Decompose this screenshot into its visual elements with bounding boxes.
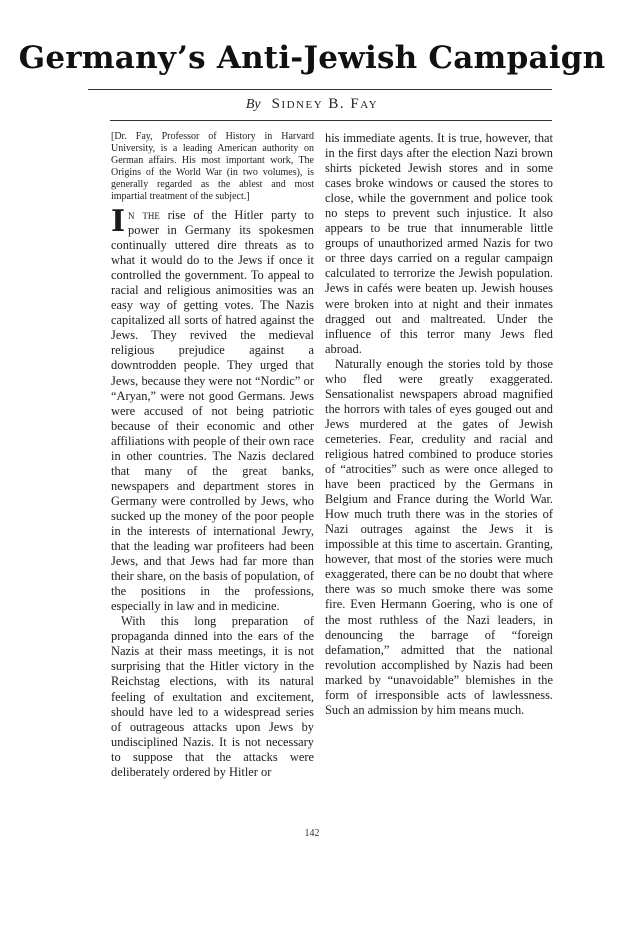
editor-note: [Dr. Fay, Professor of History in Harvard University, is a leading American authority on German affairs. His most important work, The Origins of the World War (in two volumes), is generally regarded as the ablest and most impartial treatment of the subject.] <box>111 131 314 202</box>
author-name: Sidney B. Fay <box>271 96 379 112</box>
opening-text: rise of the Hitler party to power in Germany its spokesmen continually uttered dire threats as to what it would do to the Jews if once it controlled the government. To appeal to racial and religious animosities was an easy way of getting votes. The Nazis capitalized all sorts of hatred against the Jews. They revived the medieval religious prejudice against a downtrodden people. They urged that Jews, because they were not “Nordic” or “Aryan,” were not good Germans. Jews were accused of not being patriotic because of their economic and other affiliations with people of their own race in other countries. The Nazis declared that many of the great banks, newspapers and department stores in Germany were controlled by Jews, who sucked up the money of the poor people in the interests of international Jewry, that the leading war profiteers had been Jews, and that Jews had far more than their share, on the basis of population, of the positions in the professions, especially in law and in medicine. <box>111 208 314 614</box>
paragraph-opening <box>111 204 314 614</box>
byline <box>0 96 624 113</box>
page-number: 142 <box>304 828 320 839</box>
paragraph-2: With this long preparation of propaganda dinned into the ears of the Nazis at their mass meetings, it is not surprising that the Hitler victory in the Reichstag elections, with its natural feeling of exultation and excitement, should have led to a widespread series of outrageous attacks upon Jews by undisciplined Nazis. It is not necessary to suppose that the attacks were deliberately ordered by Hitler or <box>111 614 314 779</box>
paragraph-3: Naturally enough the stories told by those who fled were greatly exaggerated. Sensationalist newspapers abroad magnified the horrors with tales of eyes gouged out and Jews murdered at the gates of Jewish cemeteries. Fear, credulity and racial and religious hatred combined to produce stories of “atrocities” such as were once alleged to have been practiced by the Germans in Belgium and France during the World War. How much truth there was in the stories of Nazi outrages against the Jews it is impossible at this time to ascertain. Granting, however, that most of the stories were much exaggerated, there can be no doubt that where there was so much smoke there was some fire. Even Hermann Goering, who is one of the most ruthless of the Nazi leaders, in denouncing the barrage of “foreign defamation,” admitted that the national revolution accomplished by Nazis had been marked by “unavoidable” blemishes in the form of irresponsible acts of lawlessness. Such an admission by him means much. <box>325 356 553 717</box>
byline-prefix: By <box>245 97 261 112</box>
byline-rule <box>110 120 552 121</box>
article-title: Germany’s Anti-Jewish Campaign <box>18 40 606 76</box>
paragraph-2-continued: his immediate agents. It is true, however, that in the first days after the election Nazi brown shirts picketed Jewish stores and in some cases broke windows or caused the stores to close, while the government and police took no steps to prevent such injustice. It also appears to be true that innumerable little groups of unauthorized armed Nazis for two or three days carried on a regular campaign calculated to terrorize the Jewish population. Jews in cafés were beaten up. Jewish houses were broken into at night and their inmates dragged out and maltreated. Under the influence of this terror many Jews fled abroad. <box>325 131 553 356</box>
column-left <box>111 131 314 780</box>
drop-cap: I <box>111 204 126 239</box>
title-rule <box>88 89 552 90</box>
column-right <box>325 131 553 718</box>
opening-small-caps: n the <box>128 208 160 222</box>
